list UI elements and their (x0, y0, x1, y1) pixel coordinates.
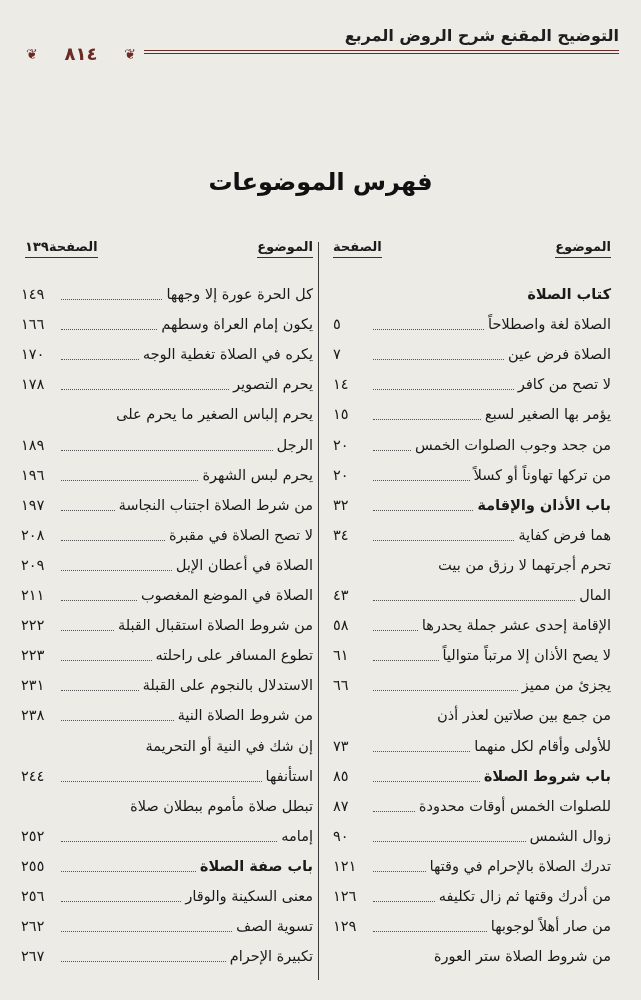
entry-page: ٣٢ (333, 497, 349, 514)
entry-topic: إن شك في النية أو التحريمة (145, 738, 313, 755)
entry-topic: هما فرض كفاية (518, 527, 611, 544)
entry-page: ٢٠٩ (21, 557, 45, 574)
entry-topic: باب شروط الصلاة (483, 768, 611, 785)
index-entry (333, 820, 611, 850)
leader-dots (61, 961, 226, 962)
index-entry (21, 489, 313, 519)
index-entry (333, 308, 611, 338)
index-entry (333, 760, 611, 790)
index-title: فهرس الموضوعات (208, 168, 433, 196)
topic-header: الموضوع (257, 240, 313, 258)
entry-page: ١٧٠ (21, 347, 45, 364)
entry-page: ٢٥٢ (21, 828, 45, 845)
entry-topic: من صار أهلاً لوجوبها (490, 919, 611, 936)
entry-topic: الاستدلال بالنجوم على القبلة (142, 678, 313, 695)
entry-page (333, 966, 369, 970)
entry-page: ٨٥ (333, 768, 349, 785)
entry-topic: معنى السكينة والوقار (185, 888, 313, 905)
entry-topic: الرجل (276, 437, 313, 454)
entry-topic: من جمع بين صلاتين لعذر أذن (437, 708, 611, 725)
leader-dots (61, 630, 114, 631)
index-entry (21, 760, 313, 790)
entry-page: ٢٦٧ (21, 949, 45, 966)
index-entry (333, 790, 611, 820)
entry-topic: يكره في الصلاة تغطية الوجه (142, 347, 313, 364)
entry-topic: الصلاة في أعطان الإبل (175, 557, 313, 574)
leader-dots (373, 600, 575, 601)
entry-topic: لا يصح الأذان إلا مرتباً متوالياً (442, 648, 611, 665)
leader-dots (61, 600, 137, 601)
leader-dots (373, 781, 480, 782)
leader-dots (373, 811, 415, 812)
entry-page: ٩٠ (333, 828, 349, 845)
index-entry (21, 428, 313, 458)
index-entry (21, 940, 313, 970)
index-entry (333, 459, 611, 489)
leader-dots (373, 931, 487, 932)
index-entry (333, 639, 611, 669)
entry-page: ٥ (333, 317, 341, 334)
leader-dots (373, 419, 481, 420)
entry-topic: من جحد وجوب الصلوات الخمس (415, 437, 611, 454)
entry-topic: استأنفها (265, 768, 313, 785)
leader-dots (61, 660, 152, 661)
entry-page: ٥٨ (333, 618, 349, 635)
leader-dots (373, 901, 435, 902)
entry-topic: إمامه (281, 828, 313, 845)
leader-dots (61, 720, 174, 721)
entry-list (333, 278, 611, 970)
book-title: التوضيح المقنع شرح الروض المربع (344, 26, 619, 45)
entry-page: ٦١ (333, 648, 349, 665)
ornament-icon: ❦ (124, 47, 136, 63)
index-entry (333, 549, 611, 579)
entry-page: ٢٥٦ (21, 888, 45, 905)
leader-dots (373, 751, 470, 752)
index-entry (333, 940, 611, 970)
entry-page: ٧٣ (333, 738, 349, 755)
entry-topic: لا تصح من كافر (517, 377, 611, 394)
leader-dots (373, 450, 411, 451)
entry-page: ١٢٦ (333, 888, 357, 905)
page-number-box (22, 44, 140, 66)
header-rule (144, 50, 619, 54)
leader-dots (61, 480, 198, 481)
entry-topic: من شرط الصلاة اجتناب النجاسة (118, 497, 313, 514)
leader-dots (61, 450, 273, 451)
entry-topic: تدرك الصلاة بالإحرام في وقتها (429, 858, 611, 875)
entry-topic: المال (579, 588, 611, 605)
index-entry (21, 669, 313, 699)
entry-topic: باب الأذان والإقامة (477, 497, 611, 514)
leader-dots (373, 359, 504, 360)
index-entry (333, 699, 611, 729)
entry-topic: يحرم التصوير (233, 377, 313, 394)
index-entry (333, 579, 611, 609)
entry-page: ٤٣ (333, 588, 349, 605)
entry-page: ٢١١ (21, 588, 45, 605)
entry-topic: من تركها تهاوناً أو كسلاً (473, 467, 611, 484)
entry-page: ٦٦ (333, 678, 349, 695)
index-entry (21, 549, 313, 579)
leader-dots (61, 389, 229, 390)
index-entry (21, 729, 313, 759)
entry-topic: من أدرك وقتها ثم زال تكليفه (438, 888, 611, 905)
index-entry (21, 820, 313, 850)
entry-page: ٨٧ (333, 798, 349, 815)
entry-topic: تسوية الصف (236, 919, 313, 936)
index-entry (333, 338, 611, 368)
index-entry (333, 850, 611, 880)
index-entry (21, 338, 313, 368)
entry-page: ٢٥٥ (21, 858, 45, 875)
leader-dots (61, 871, 196, 872)
index-entry (21, 579, 313, 609)
entry-topic: باب صفة الصلاة (199, 858, 313, 875)
entry-page: ٣٤ (333, 527, 349, 544)
page-number: ٨١٤ (64, 44, 98, 65)
index-entry (333, 489, 611, 519)
leader-dots (373, 660, 439, 661)
index-entry (21, 699, 313, 729)
leader-dots (61, 690, 139, 691)
column-header (21, 240, 313, 264)
page-header: الصفحة١٣٩ (25, 240, 98, 258)
column-header (333, 240, 611, 264)
leader-dots (373, 329, 484, 330)
index-entry (21, 459, 313, 489)
entry-topic: تطوع المسافر على راحلته (155, 648, 313, 665)
entry-page: ٢٠٨ (21, 527, 45, 544)
entry-page: ١٥ (333, 407, 349, 424)
leader-dots (373, 510, 473, 511)
entry-topic: يكون إمام العراة وسطهم (161, 317, 313, 334)
entry-page: ١٢١ (333, 858, 357, 875)
entry-topic: يؤمر بها الصغير لسبع (484, 407, 611, 424)
leader-dots (373, 841, 526, 842)
leader-dots (373, 871, 426, 872)
entry-list (21, 278, 313, 970)
entry-page: ٧ (333, 347, 341, 364)
index-entry (333, 278, 611, 308)
entry-topic: يحرم لبس الشهرة (202, 467, 313, 484)
entry-topic: لا تصح الصلاة في مقبرة (168, 527, 313, 544)
leader-dots (373, 389, 514, 390)
index-entry (21, 850, 313, 880)
entry-page: ١٦٦ (21, 317, 45, 334)
running-header (22, 22, 619, 66)
entry-topic: من شروط الصلاة ستر العورة (433, 949, 611, 966)
index-entry (333, 910, 611, 940)
left-column (21, 240, 313, 970)
index-entry (21, 609, 313, 639)
index-entry (333, 669, 611, 699)
index-entry (21, 910, 313, 940)
entry-topic: يجزئ من مميز (521, 678, 611, 695)
entry-page: ١٨٩ (21, 437, 45, 454)
entry-page: ٢٣١ (21, 678, 45, 695)
entry-page: ١٩٦ (21, 467, 45, 484)
topic-header: الموضوع (555, 240, 611, 258)
index-entry (21, 278, 313, 308)
index-entry (21, 368, 313, 398)
entry-page: ٢٣٨ (21, 708, 45, 725)
index-entry (333, 609, 611, 639)
entry-topic: من شروط الصلاة النية (177, 708, 313, 725)
leader-dots (61, 901, 181, 902)
entry-page: ٢٤٤ (21, 768, 45, 785)
entry-topic: الصلاة فرض عين (507, 347, 611, 364)
index-entry (333, 729, 611, 759)
right-column (333, 240, 611, 970)
index-entry (21, 880, 313, 910)
leader-dots (61, 781, 262, 782)
entry-topic: الصلاة في الموضع المغصوب (140, 588, 313, 605)
entry-page: ١٤ (333, 377, 349, 394)
index-entry (21, 639, 313, 669)
leader-dots (61, 841, 277, 842)
leader-dots (373, 540, 514, 541)
leader-dots (61, 570, 172, 571)
entry-page: ٢٢٢ (21, 618, 45, 635)
index-entry (333, 428, 611, 458)
entry-topic: للأولى وأقام لكل منهما (474, 738, 611, 755)
entry-topic: من شروط الصلاة استقبال القبلة (117, 618, 313, 635)
entry-topic: يحرم إلباس الصغير ما يحرم على (116, 407, 313, 424)
column-divider (318, 242, 319, 980)
entry-topic: الإقامة إحدى عشر جملة يحدرها (421, 618, 611, 635)
entry-topic: الصلاة لغة واصطلاحاً (488, 317, 611, 334)
entry-page: ٢٠ (333, 437, 349, 454)
index-entry (21, 519, 313, 549)
entry-topic: زوال الشمس (529, 828, 611, 845)
index-entry (21, 790, 313, 820)
entry-topic: تحرم أجرتهما لا رزق من بيت (438, 557, 611, 574)
entry-topic: للصلوات الخمس أوقات محدودة (418, 798, 611, 815)
index-entry (21, 398, 313, 428)
entry-page: ٢٦٢ (21, 919, 45, 936)
index-entry (333, 880, 611, 910)
leader-dots (61, 540, 165, 541)
index-entry (333, 519, 611, 549)
entry-page: ٢٠ (333, 467, 349, 484)
page-header: الصفحة (333, 240, 382, 258)
leader-dots (61, 931, 232, 932)
entry-topic: تكبيرة الإحرام (229, 949, 313, 966)
leader-dots (373, 480, 470, 481)
entry-page: ١٧٨ (21, 377, 45, 394)
index-entry (333, 398, 611, 428)
entry-page: ١٩٧ (21, 497, 45, 514)
leader-dots (61, 329, 157, 330)
entry-page: ١٤٩ (21, 287, 45, 304)
entry-page: ١٢٩ (333, 919, 357, 936)
leader-dots (61, 299, 162, 300)
leader-dots (373, 690, 518, 691)
index-entry (21, 308, 313, 338)
leader-dots (61, 359, 139, 360)
entry-page: ٢٢٣ (21, 648, 45, 665)
leader-dots (373, 630, 418, 631)
ornament-icon: ❦ (26, 47, 38, 63)
entry-topic: تبطل صلاة مأموم ببطلان صلاة (130, 798, 313, 815)
index-entry (333, 368, 611, 398)
entry-topic: كتاب الصلاة (527, 287, 611, 304)
leader-dots (61, 510, 115, 511)
entry-topic: كل الحرة عورة إلا وجهها (166, 287, 313, 304)
